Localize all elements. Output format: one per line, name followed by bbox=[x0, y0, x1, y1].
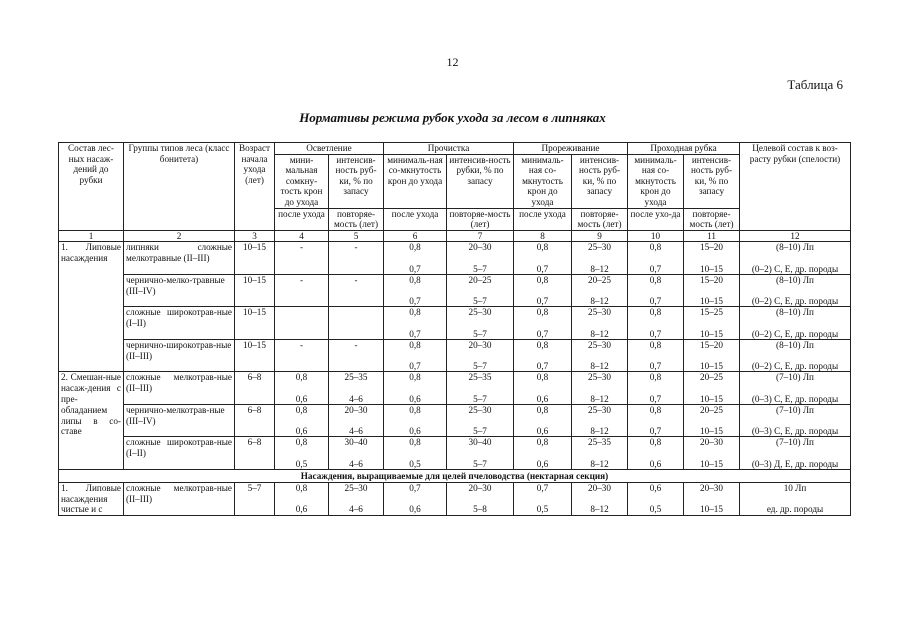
value-pair-cell bbox=[447, 482, 514, 515]
hdr-after-prokh: после ухо-да bbox=[628, 208, 684, 230]
age-cell: 10–15 bbox=[235, 307, 275, 340]
value-top: 15–25 bbox=[700, 307, 723, 318]
section-title: Насаждения, выращиваемые для целей пчеловодства (нектарная секция) bbox=[59, 469, 851, 482]
value-pair-cell bbox=[740, 482, 851, 515]
value-pair-cell bbox=[684, 482, 740, 515]
value-bottom: 0,7 bbox=[536, 361, 549, 372]
value-pair-cell bbox=[572, 482, 628, 515]
value-pair-cell bbox=[628, 482, 684, 515]
value-bottom: 0,7 bbox=[649, 328, 662, 339]
value-bottom: 0,6 bbox=[295, 393, 308, 404]
value-bottom: 8–12 bbox=[590, 361, 609, 372]
value-top: (8–10) Лп bbox=[776, 339, 814, 350]
forest-type-cell: сложные мелкотрав-ные (II–III) bbox=[124, 372, 235, 405]
col-num: 12 bbox=[740, 230, 851, 242]
hdr-osvetlenie: Осветление bbox=[275, 143, 384, 155]
value-top: 0,8 bbox=[536, 372, 549, 383]
value-pair-cell bbox=[384, 482, 447, 515]
value-pair-cell bbox=[684, 274, 740, 307]
value-bottom: 4–6 bbox=[349, 504, 363, 515]
value-pair-cell bbox=[572, 339, 628, 372]
value-bottom: 0,5 bbox=[536, 504, 549, 515]
value-bottom: 10–15 bbox=[700, 328, 723, 339]
value-top: 20–30 bbox=[468, 242, 492, 253]
hdr-forest-type: Группы типов леса (класс бонитета) bbox=[124, 143, 235, 231]
value-bottom: 8–12 bbox=[590, 263, 609, 274]
value-top: 25–30 bbox=[588, 339, 611, 350]
value-top: 20–30 bbox=[468, 339, 492, 350]
value-top: 25–30 bbox=[588, 404, 611, 415]
value-bottom: 0,7 bbox=[409, 263, 421, 274]
age-cell: 10–15 bbox=[235, 274, 275, 307]
value-pair-cell bbox=[275, 437, 329, 470]
value-top: - bbox=[354, 274, 358, 285]
value-pair-cell bbox=[329, 307, 384, 340]
value-pair-cell bbox=[384, 274, 447, 307]
value-pair-cell bbox=[628, 372, 684, 405]
value-bottom: 0,6 bbox=[536, 393, 549, 404]
value-top: 0,8 bbox=[409, 307, 421, 318]
col-num: 10 bbox=[628, 230, 684, 242]
age-cell: 6–8 bbox=[235, 437, 275, 470]
value-bottom: 8–12 bbox=[590, 296, 609, 307]
value-pair-cell bbox=[384, 437, 447, 470]
value-top: 0,8 bbox=[295, 372, 308, 383]
hdr-age: Возраст начала ухода (лет) bbox=[235, 143, 275, 231]
age-cell: 6–8 bbox=[235, 372, 275, 405]
value-pair-cell bbox=[628, 307, 684, 340]
age-cell: 5–7 bbox=[235, 482, 275, 515]
value-bottom: (0–3) Д, Е, др. породы bbox=[751, 458, 839, 469]
value-pair-cell bbox=[514, 307, 572, 340]
value-bottom: 0,7 bbox=[649, 361, 662, 372]
value-top: 10 Лп bbox=[783, 482, 807, 493]
value-top: 20–30 bbox=[700, 437, 723, 448]
value-pair-cell bbox=[447, 437, 514, 470]
value-pair-cell bbox=[384, 307, 447, 340]
value-bottom: 0,5 bbox=[409, 458, 421, 469]
table-row bbox=[59, 437, 851, 470]
value-pair-cell bbox=[514, 404, 572, 437]
value-bottom: (0–2) С, Е, др. породы bbox=[751, 328, 839, 339]
value-top: 0,8 bbox=[536, 339, 549, 350]
value-bottom: 0,7 bbox=[649, 263, 662, 274]
value-top: 0,8 bbox=[536, 242, 549, 253]
value-pair-cell bbox=[628, 339, 684, 372]
value-pair-cell bbox=[384, 372, 447, 405]
value-pair-cell bbox=[684, 242, 740, 275]
value-top: 20–25 bbox=[700, 404, 723, 415]
value-bottom: 8–12 bbox=[590, 328, 609, 339]
column-numbers-row bbox=[59, 230, 851, 242]
value-top: 0,8 bbox=[295, 482, 308, 493]
value-top: 0,7 bbox=[536, 482, 549, 493]
value-pair-cell bbox=[572, 404, 628, 437]
value-bottom bbox=[331, 329, 381, 339]
value-pair-cell bbox=[275, 372, 329, 405]
value-pair-cell bbox=[740, 339, 851, 372]
forest-type-cell: липняки сложные мелкотравные (II–III) bbox=[124, 242, 235, 275]
value-top: 0,6 bbox=[649, 482, 662, 493]
value-pair-cell bbox=[628, 404, 684, 437]
value-top: 20–30 bbox=[700, 482, 723, 493]
value-pair-cell bbox=[514, 242, 572, 275]
value-bottom: (0–2) С, Е, др. породы bbox=[751, 361, 839, 372]
table-header bbox=[59, 143, 851, 242]
value-top: 0,8 bbox=[536, 404, 549, 415]
table-row bbox=[59, 339, 851, 372]
value-top: 30–40 bbox=[468, 437, 492, 448]
hdr-repeat-osv: повторяе-мость (лет) bbox=[329, 208, 384, 230]
forest-type-cell: сложные широкотрав-ные (I–II) bbox=[124, 307, 235, 340]
value-top: 25–35 bbox=[468, 372, 492, 383]
value-bottom: 10–15 bbox=[700, 504, 723, 515]
value-pair-cell bbox=[384, 242, 447, 275]
value-pair-cell bbox=[514, 339, 572, 372]
value-top: 20–25 bbox=[468, 274, 492, 285]
value-pair-cell bbox=[514, 274, 572, 307]
value-top: 0,8 bbox=[409, 339, 421, 350]
hdr-repeat-prorezh: повторяе-мость (лет) bbox=[572, 208, 628, 230]
value-bottom: 0,7 bbox=[649, 393, 662, 404]
value-top: 20–30 bbox=[344, 404, 368, 415]
value-top: 0,8 bbox=[649, 404, 662, 415]
value-bottom: 8–12 bbox=[590, 393, 609, 404]
value-pair-cell bbox=[740, 437, 851, 470]
value-pair-cell bbox=[572, 372, 628, 405]
value-pair-cell bbox=[275, 242, 329, 275]
value-pair-cell bbox=[740, 372, 851, 405]
value-pair-cell bbox=[514, 437, 572, 470]
hdr-min-prokh: минималь-ная со-мкнутость крон до ухода bbox=[628, 154, 684, 208]
value-top: 15–20 bbox=[700, 242, 723, 253]
value-pair-cell bbox=[628, 274, 684, 307]
value-bottom: 4–6 bbox=[349, 458, 363, 469]
forest-type-cell: сложные мелкотрав-ные (II–III) bbox=[124, 482, 235, 515]
col-num: 3 bbox=[235, 230, 275, 242]
value-bottom: 10–15 bbox=[700, 393, 723, 404]
col-num: 8 bbox=[514, 230, 572, 242]
value-bottom: 0,7 bbox=[649, 296, 662, 307]
value-pair-cell bbox=[628, 437, 684, 470]
hdr-repeat-prokh: повторяе-мость (лет) bbox=[684, 208, 740, 230]
value-bottom: 0,7 bbox=[409, 328, 421, 339]
value-top: 0,8 bbox=[649, 242, 662, 253]
table-row bbox=[59, 482, 851, 515]
value-bottom: 10–15 bbox=[700, 263, 723, 274]
table-label: Таблица 6 bbox=[787, 77, 843, 92]
value-top: 25–30 bbox=[588, 372, 611, 383]
value-top: 0,8 bbox=[295, 437, 308, 448]
value-pair-cell bbox=[329, 482, 384, 515]
composition-cell: 2. Смешан-ные насаж-дения с пре-обладанием липы в со-ставе bbox=[59, 372, 124, 470]
value-bottom: 0,6 bbox=[536, 426, 549, 437]
composition-cell: 1. Липовые насаждения чистые и с bbox=[59, 482, 124, 515]
value-pair-cell bbox=[275, 339, 329, 372]
table-row bbox=[59, 307, 851, 340]
value-top bbox=[331, 307, 381, 329]
value-bottom: (0–3) С, Е, др. породы bbox=[751, 393, 839, 404]
age-cell: 6–8 bbox=[235, 404, 275, 437]
value-pair-cell bbox=[447, 339, 514, 372]
value-top: - bbox=[354, 339, 358, 350]
value-bottom bbox=[277, 296, 326, 306]
value-bottom bbox=[331, 361, 381, 371]
age-cell: 10–15 bbox=[235, 242, 275, 275]
value-top: 0,7 bbox=[409, 482, 421, 493]
value-top: 0,8 bbox=[295, 404, 308, 415]
value-pair-cell bbox=[275, 404, 329, 437]
value-top: - bbox=[299, 339, 304, 350]
hdr-after-osv: после ухода bbox=[275, 208, 329, 230]
age-cell: 10–15 bbox=[235, 339, 275, 372]
value-top: (7–10) Лп bbox=[776, 404, 814, 415]
value-top: 0,8 bbox=[649, 274, 662, 285]
value-pair-cell bbox=[514, 372, 572, 405]
value-bottom: 8–12 bbox=[590, 426, 609, 437]
value-pair-cell bbox=[447, 242, 514, 275]
value-pair-cell bbox=[740, 242, 851, 275]
value-top: 20–30 bbox=[468, 482, 492, 493]
table-body bbox=[59, 242, 851, 516]
value-bottom: ед. др. породы bbox=[766, 504, 824, 515]
col-num: 7 bbox=[447, 230, 514, 242]
value-top: 20–30 bbox=[588, 482, 611, 493]
value-pair-cell bbox=[447, 307, 514, 340]
value-top: 0,8 bbox=[409, 274, 421, 285]
value-bottom: 0,6 bbox=[409, 393, 421, 404]
value-bottom bbox=[277, 329, 326, 339]
value-bottom bbox=[331, 264, 381, 274]
value-pair-cell bbox=[384, 339, 447, 372]
value-top: - bbox=[354, 242, 358, 253]
value-pair-cell bbox=[329, 404, 384, 437]
value-top: 0,8 bbox=[409, 404, 421, 415]
value-top: (8–10) Лп bbox=[776, 274, 814, 285]
value-pair-cell bbox=[684, 437, 740, 470]
hdr-min-prorezh: минималь-ная со-мкнутость крон до ухода bbox=[514, 154, 572, 208]
value-bottom: 5–7 bbox=[473, 263, 487, 274]
value-pair-cell bbox=[447, 274, 514, 307]
value-top: 20–25 bbox=[588, 274, 611, 285]
value-bottom: 0,6 bbox=[536, 458, 549, 469]
forest-type-cell: чернично-мелко-травные (III–IV) bbox=[124, 274, 235, 307]
value-bottom: 5–7 bbox=[473, 426, 487, 437]
col-num: 2 bbox=[124, 230, 235, 242]
value-bottom: 0,6 bbox=[295, 504, 308, 515]
value-pair-cell bbox=[275, 307, 329, 340]
hdr-prorezhivanie: Прореживание bbox=[514, 143, 628, 155]
value-top: 0,8 bbox=[649, 437, 662, 448]
col-num: 11 bbox=[684, 230, 740, 242]
value-top bbox=[277, 307, 326, 329]
value-bottom: 0,6 bbox=[409, 504, 421, 515]
value-top: 0,8 bbox=[649, 339, 662, 350]
value-top: 25–30 bbox=[468, 307, 492, 318]
value-top: 0,8 bbox=[409, 242, 421, 253]
hdr-int-prokh: интенсив-ность руб-ки, % по запасу bbox=[684, 154, 740, 208]
page-number: 12 bbox=[446, 55, 459, 69]
hdr-after-prorezh: после ухода bbox=[514, 208, 572, 230]
value-top: - bbox=[299, 242, 304, 253]
value-bottom: (0–2) С, Е, др. породы bbox=[751, 263, 839, 274]
hdr-composition: Состав лес-ных насаж-дений до рубки bbox=[59, 143, 124, 231]
value-bottom bbox=[331, 296, 381, 306]
table-row bbox=[59, 372, 851, 405]
value-top: (8–10) Лп bbox=[776, 307, 814, 318]
value-bottom: 10–15 bbox=[700, 361, 723, 372]
value-pair-cell bbox=[384, 404, 447, 437]
hdr-repeat-proch: повторяе-мость (лет) bbox=[447, 208, 514, 230]
value-bottom: 0,5 bbox=[649, 504, 662, 515]
value-top: 0,8 bbox=[649, 372, 662, 383]
value-bottom: 5–8 bbox=[473, 504, 487, 515]
value-pair-cell bbox=[329, 242, 384, 275]
composition-cell: 1. Липовые насаждения bbox=[59, 242, 124, 372]
col-num: 4 bbox=[275, 230, 329, 242]
value-pair-cell bbox=[275, 482, 329, 515]
hdr-prokhodnaya: Проходная рубка bbox=[628, 143, 740, 155]
value-pair-cell bbox=[329, 437, 384, 470]
value-bottom: 0,7 bbox=[536, 296, 549, 307]
value-bottom bbox=[277, 264, 326, 274]
value-top: 0,8 bbox=[409, 372, 421, 383]
col-num: 6 bbox=[384, 230, 447, 242]
hdr-int-proch: интенсив-ность рубки, % по запасу bbox=[447, 154, 514, 208]
value-pair-cell bbox=[572, 274, 628, 307]
col-num: 9 bbox=[572, 230, 628, 242]
value-bottom: 4–6 bbox=[349, 393, 363, 404]
value-top: 0,8 bbox=[536, 437, 549, 448]
value-bottom: 10–15 bbox=[700, 296, 723, 307]
value-bottom: 5–7 bbox=[473, 296, 487, 307]
value-pair-cell bbox=[329, 339, 384, 372]
value-pair-cell bbox=[329, 274, 384, 307]
value-bottom: 5–7 bbox=[473, 393, 487, 404]
value-pair-cell bbox=[684, 307, 740, 340]
value-bottom: 0,7 bbox=[409, 361, 421, 372]
value-bottom: 8–12 bbox=[590, 458, 609, 469]
value-top: (7–10) Лп bbox=[776, 437, 814, 448]
value-bottom: 5–7 bbox=[473, 361, 487, 372]
forest-type-cell: сложные широкотрав-ные (I–II) bbox=[124, 437, 235, 470]
value-top: 0,8 bbox=[409, 437, 421, 448]
table-row bbox=[59, 404, 851, 437]
value-bottom: 5–7 bbox=[473, 328, 487, 339]
value-top: 25–30 bbox=[588, 307, 611, 318]
value-top: 0,8 bbox=[536, 307, 549, 318]
value-bottom: 0,7 bbox=[409, 296, 421, 307]
value-top: 30–40 bbox=[344, 437, 368, 448]
value-top: 15–20 bbox=[700, 339, 723, 350]
value-pair-cell bbox=[514, 482, 572, 515]
value-bottom: 0,5 bbox=[295, 458, 308, 469]
value-bottom: 0,7 bbox=[649, 426, 662, 437]
table-title: Нормативы режима рубок ухода за лесом в липняках bbox=[299, 110, 606, 125]
value-top: - bbox=[299, 274, 304, 285]
table-row bbox=[59, 274, 851, 307]
value-bottom: 10–15 bbox=[700, 426, 723, 437]
value-top: 0,8 bbox=[536, 274, 549, 285]
value-top: 20–25 bbox=[700, 372, 723, 383]
value-pair-cell bbox=[628, 242, 684, 275]
value-pair-cell bbox=[684, 372, 740, 405]
value-top: 15–20 bbox=[700, 274, 723, 285]
value-top: 25–35 bbox=[344, 372, 368, 383]
table-row bbox=[59, 242, 851, 275]
value-bottom: (0–2) С, Е, др. породы bbox=[751, 296, 839, 307]
value-bottom bbox=[277, 361, 326, 371]
hdr-after-proch: после ухода bbox=[384, 208, 447, 230]
value-pair-cell bbox=[572, 437, 628, 470]
value-bottom: 10–15 bbox=[700, 458, 723, 469]
value-pair-cell bbox=[684, 339, 740, 372]
value-top: 25–30 bbox=[344, 482, 368, 493]
value-bottom: (0–3) С, Е, др. породы bbox=[751, 426, 839, 437]
section-row bbox=[59, 469, 851, 482]
hdr-int-osv: интенсив-ность руб-ки, % по запасу bbox=[329, 154, 384, 208]
value-pair-cell bbox=[740, 274, 851, 307]
forest-type-cell: чернично-мелкотрав-ные (III–IV) bbox=[124, 404, 235, 437]
value-pair-cell bbox=[572, 307, 628, 340]
value-bottom: 0,6 bbox=[295, 426, 308, 437]
value-bottom: 0,6 bbox=[409, 426, 421, 437]
value-bottom: 8–12 bbox=[590, 504, 609, 515]
value-bottom: 0,7 bbox=[536, 263, 549, 274]
hdr-target: Целевой состав к воз-расту рубки (спелости) bbox=[740, 143, 851, 231]
value-top: (7–10) Лп bbox=[776, 372, 814, 383]
value-pair-cell bbox=[572, 242, 628, 275]
value-pair-cell bbox=[275, 274, 329, 307]
hdr-min-osv: мини-мальная сомкну-тость крон до ухода bbox=[275, 154, 329, 208]
value-top: 25–30 bbox=[588, 242, 611, 253]
value-pair-cell bbox=[740, 404, 851, 437]
value-bottom: 0,6 bbox=[649, 458, 662, 469]
value-bottom: 4–6 bbox=[349, 426, 363, 437]
hdr-prochistka: Прочистка bbox=[384, 143, 514, 155]
value-bottom: 5–7 bbox=[473, 458, 487, 469]
value-bottom: 0,7 bbox=[536, 328, 549, 339]
value-pair-cell bbox=[740, 307, 851, 340]
value-top: 0,8 bbox=[649, 307, 662, 318]
hdr-min-proch: минималь-ная со-мкнутость крон до ухода bbox=[384, 154, 447, 208]
value-top: 25–35 bbox=[588, 437, 611, 448]
col-num: 5 bbox=[329, 230, 384, 242]
hdr-int-prorezh: интенсив-ность руб-ки, % по запасу bbox=[572, 154, 628, 208]
value-top: (8–10) Лп bbox=[776, 242, 814, 253]
value-top: 25–30 bbox=[468, 404, 492, 415]
col-num: 1 bbox=[59, 230, 124, 242]
value-pair-cell bbox=[447, 404, 514, 437]
value-pair-cell bbox=[684, 404, 740, 437]
value-pair-cell bbox=[447, 372, 514, 405]
value-pair-cell bbox=[329, 372, 384, 405]
norms-table bbox=[58, 142, 851, 516]
forest-type-cell: чернично-широкотрав-ные (II–III) bbox=[124, 339, 235, 372]
